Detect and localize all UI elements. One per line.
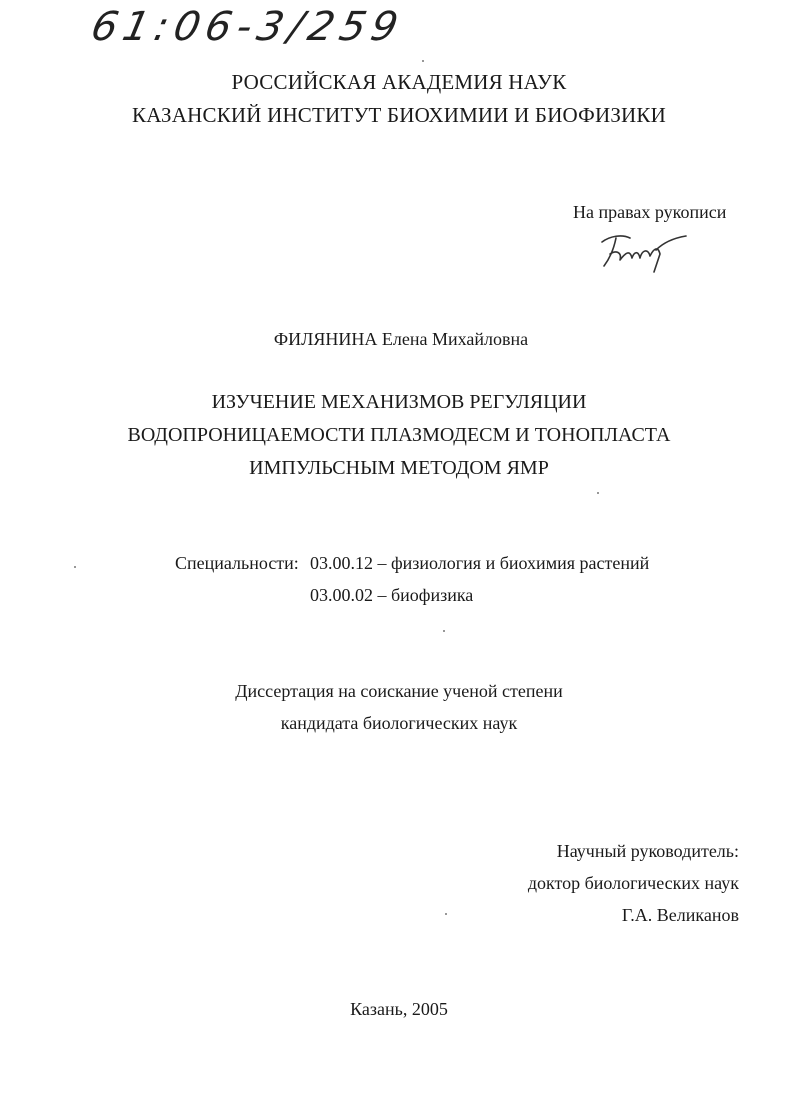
scan-speck: [422, 60, 424, 62]
manuscript-note: На правах рукописи: [573, 202, 727, 222]
signature-icon: [596, 228, 692, 276]
archive-number: 61:06-3/259: [87, 4, 408, 50]
organization-line-2: КАЗАНСКИЙ ИНСТИТУТ БИОХИМИИ И БИОФИЗИКИ: [131, 103, 666, 127]
place-year: Казань, 2005: [350, 999, 448, 1019]
scan-speck: [74, 566, 76, 568]
supervisor-degree: доктор биологических наук: [527, 873, 739, 893]
degree-line-1: Диссертация на соискание ученой степени: [235, 681, 563, 701]
specialties-label: Специальности:: [175, 553, 299, 573]
scan-speck: [597, 492, 599, 494]
scan-speck: [443, 630, 445, 632]
supervisor-label: Научный руководитель:: [556, 841, 739, 861]
organization-line-1: РОССИЙСКАЯ АКАДЕМИЯ НАУК: [231, 70, 567, 94]
title-line-2: ВОДОПРОНИЦАЕМОСТИ ПЛАЗМОДЕСМ И ТОНОПЛАСТА: [127, 424, 671, 446]
specialty-item-2: 03.00.02 – биофизика: [310, 585, 474, 605]
supervisor-name: Г.А. Великанов: [621, 905, 739, 925]
author-name: ФИЛЯНИНА Елена Михайловна: [273, 329, 529, 349]
degree-line-2: кандидата биологических наук: [280, 713, 518, 733]
scan-speck: [445, 913, 447, 915]
title-line-1: ИЗУЧЕНИЕ МЕХАНИЗМОВ РЕГУЛЯЦИИ: [211, 391, 587, 413]
title-line-3: ИМПУЛЬСНЫМ МЕТОДОМ ЯМР: [249, 457, 549, 479]
specialty-item-1: 03.00.12 – физиология и биохимия растений: [310, 553, 650, 573]
